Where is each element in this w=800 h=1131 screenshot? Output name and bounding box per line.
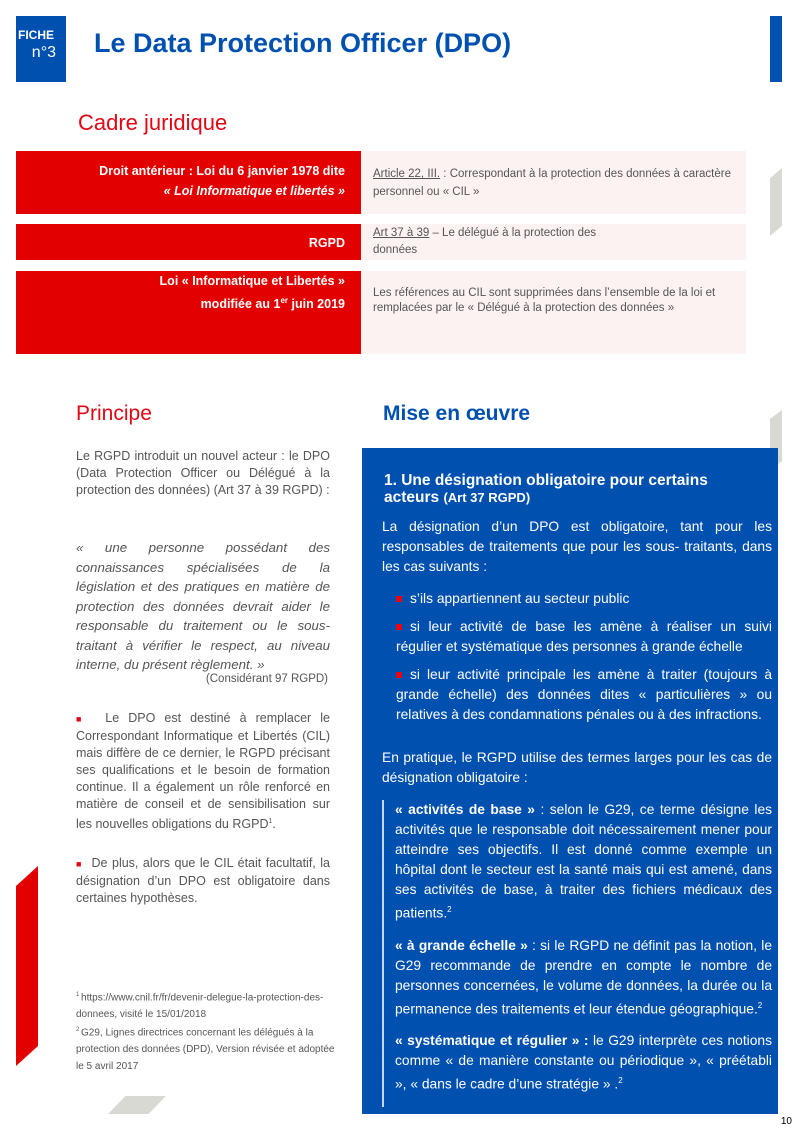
- cadre-key: RGPD: [16, 224, 361, 260]
- mise-en-oeuvre-panel: [362, 448, 778, 1114]
- obligation-item: [396, 617, 772, 657]
- bullet-square-icon: [396, 624, 402, 630]
- footnote-ref: 2: [618, 1076, 623, 1086]
- decorative-shape: [770, 168, 782, 236]
- item-text: s’ils appartiennent au secteur public: [410, 591, 630, 606]
- cadre-value: [361, 224, 746, 260]
- key-line: Droit antérieur : Loi du 6 janvier 1978 dite: [99, 164, 345, 178]
- article-ref: Article 22, III.: [373, 168, 441, 180]
- definitions: [382, 800, 772, 1107]
- definition-term: « à grande échelle »: [395, 937, 528, 953]
- item-text: si leur activité de base les amène à réaliser un suivi régulier et systématique des personnes à grande échelle: [396, 619, 772, 654]
- key-line: « Loi Informatique et libertés »: [163, 184, 345, 198]
- cadre-row: [16, 151, 746, 214]
- section-title-mise-en-oeuvre: Mise en œuvre: [383, 402, 531, 425]
- article-ref: Art 37 à 39: [373, 227, 430, 239]
- footnote-ref: 1: [268, 818, 273, 825]
- key-line: Loi « Informatique et Libertés »: [159, 274, 345, 288]
- cadre-value: [361, 151, 746, 214]
- panel-intro: [382, 517, 772, 577]
- bullet-square-icon: ■: [76, 714, 88, 724]
- decorative-red-shape: [16, 866, 38, 1066]
- footnote-ref: 2: [757, 1000, 763, 1010]
- definition-term: « activités de base »: [395, 802, 535, 817]
- fiche-number: n°3: [31, 44, 56, 61]
- section-title-cadre: Cadre juridique: [78, 110, 228, 135]
- footnote-1: $^1$ https://www.cnil.fr/fr/devenir-delegue-la-protection-des-donnees, visité le 15/01/2018: [76, 992, 324, 1021]
- bullet-square-icon: [396, 596, 402, 602]
- bullet-square-icon: ■: [76, 859, 83, 869]
- bullet-square-icon: [396, 672, 402, 678]
- principe-bullet: ■ Le DPO est destiné à remplacer le Correspondant Informatique et Libertés (CIL) mais diffère de ce dernier, le RGPD précisant ses qualifications et le besoin de formation continue. Il a également un rôle renforcé en matière de conseil et de sensibilisation sur les nouvelles obligations du RGPD$^1$.: [76, 711, 331, 832]
- principe-quote: « une personne possédant des connaissances spécialisées de la législation et des pratiques en matière de protection des données devrait aider le responsable du traitement ou le sous-traitant à vérifier le respect, au niveau interne, du présent règlement. »: [76, 540, 330, 672]
- page-number: 10: [780, 1116, 792, 1127]
- fiche-badge: [16, 16, 66, 82]
- page-title: Le Data Protection Officer (DPO): [94, 28, 512, 58]
- obligation-item: [396, 589, 772, 609]
- footnote-ref: 2: [447, 905, 452, 914]
- definition: [395, 1031, 772, 1095]
- heading-text: 1. Une désignation obligatoire pour certains acteurs: [384, 472, 708, 506]
- intro-text: La désignation d’un DPO est obligatoire, tant pour les responsables de traitements que pour les sous- traitants, dans les cas suivants :: [382, 519, 772, 574]
- value-text: – Le délégué à la protection des données: [373, 227, 597, 256]
- header-accent-bar: [770, 16, 782, 82]
- bullet-text: Le DPO est destiné à remplacer le Correspondant Informatique et Libertés (CIL) mais diffère de ce dernier, le RGPD précisant ses qualifications et le besoin de formation continue. Il a également un rôle renforcé en matière de conseil et de sensibilisation sur les nouvelles obligations du RGPD: [76, 711, 331, 832]
- key-sup: er: [280, 296, 289, 305]
- pratique-paragraph: En pratique, le RGPD utilise des termes larges pour les cas de désignation obligatoire :: [382, 750, 772, 785]
- cadre-key: [16, 271, 361, 354]
- bullet-text: De plus, alors que le CIL était facultatif, la désignation d’un DPO est obligatoire dans certaines hypothèses.: [76, 856, 331, 905]
- value-text: : Correspondant à la protection des données à caractère personnel ou « CIL »: [373, 168, 731, 198]
- cadre-key: [16, 151, 361, 214]
- fiche-label: FICHE: [18, 28, 54, 42]
- pratique-text: [382, 748, 772, 788]
- footnote-text: G29, Lignes directrices concernant les délégués à la protection des données (DPD), Version révisée et adoptée le 5 avril 2017: [76, 1027, 335, 1073]
- decorative-shape: [108, 1096, 166, 1114]
- footnote-2: $^2$ G29, Lignes directrices concernant les délégués à la protection des données (DPD), Version révisée et adoptée le 5 avril 2017: [76, 1027, 335, 1073]
- key-line: juin 2019: [288, 297, 345, 312]
- footnote-text: https://www.cnil.fr/fr/devenir-delegue-la-protection-des-donnees, visité le 15/01/2018: [76, 992, 324, 1021]
- cadre-row: [16, 271, 746, 354]
- key-line: modifiée au 1: [200, 297, 281, 312]
- section-title-principe: Principe: [76, 402, 152, 425]
- cadre-value: Les références au CIL sont supprimées dans l’ensemble de la loi et remplacées par le « Délégué à la protection des données »: [361, 271, 746, 354]
- obligation-item: [396, 665, 772, 725]
- heading-ref: (Art 37 RGPD): [443, 490, 531, 505]
- definition-text: le G29 interprète ces notions comme « de manière constante ou périodique », « préétabli », « dans le cadre d’une stratégie » .: [395, 1033, 772, 1092]
- cadre-row: [16, 224, 746, 260]
- definition: [395, 800, 772, 924]
- item-text: si leur activité principale les amène à traiter (toujours à grande échelle) des données dites « particulières » ou relatives à des condamnations pénales ou à des infractions.: [396, 667, 772, 722]
- panel-heading: [384, 472, 764, 506]
- definition-text: : si le RGPD ne définit pas la notion, le G29 recommande de prendre en compte le nombre de personnes concernées, le volume de données, la durée ou la permanence des traitements et leur étendue géographique.: [395, 937, 773, 1017]
- obligation-list: [382, 589, 772, 733]
- definition-term: « systématique et régulier » :: [395, 1033, 589, 1049]
- definition-text: : selon le G29, ce terme désigne les activités que le responsable doit nécessairement mener pour atteindre ses objectifs. Il est donné comme exemple un hôpital dont le secteur est la santé mais qui est amené, dans ses activités de base, à traiter des fichiers médicaux des patients.: [395, 802, 773, 921]
- principe-intro: Le RGPD introduit un nouvel acteur : le DPO (Data Protection Officer ou Délégué à la protection des données) (Art 37 à 39 RGPD) :: [76, 449, 330, 497]
- quote-source: (Considérant 97 RGPD): [205, 673, 328, 685]
- principe-bullet: [76, 855, 330, 907]
- definition: [395, 936, 772, 1020]
